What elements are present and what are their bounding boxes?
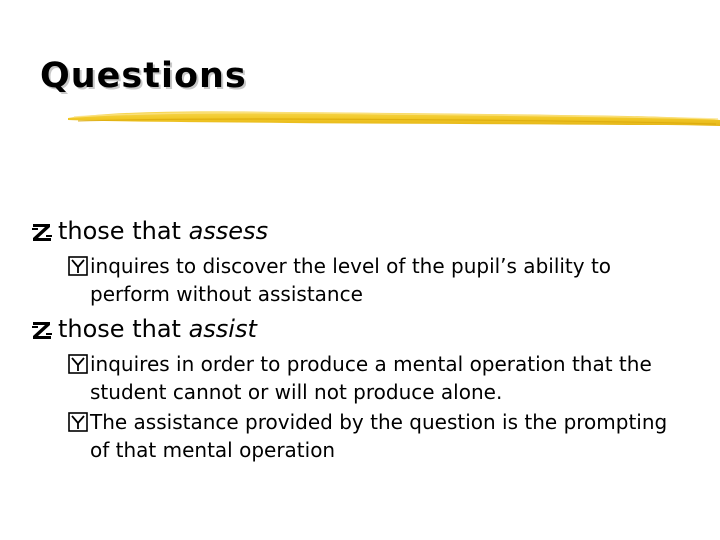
bullet-level1-text: those that assist xyxy=(58,315,257,343)
bullet-level2 xyxy=(68,408,710,464)
checkbox-y-bullet-icon xyxy=(68,354,88,374)
bullet-level1-text: those that assess xyxy=(58,217,269,245)
bullet-list xyxy=(30,212,710,466)
bullet-level2-text: The assistance provided by the question is the prompting of that mental operation xyxy=(90,410,668,462)
emphasis-word: assist xyxy=(188,315,257,343)
title-underline-brushstroke xyxy=(68,104,720,132)
checkbox-y-bullet-icon xyxy=(68,412,88,432)
bullet-level1 xyxy=(30,212,710,250)
emphasis-word: assess xyxy=(188,217,269,245)
bullet-level1 xyxy=(30,310,710,348)
bullet-level2 xyxy=(68,252,710,308)
z-wingding-bullet-icon xyxy=(30,220,54,244)
checkbox-y-bullet-icon xyxy=(68,256,88,276)
bullet-level2 xyxy=(68,350,710,406)
slide-title: Questions xyxy=(40,56,247,96)
bullet-level2-text: inquires to discover the level of the pupil’s ability to perform without assistance xyxy=(90,254,612,306)
z-wingding-bullet-icon xyxy=(30,318,54,342)
bullet-level2-text: inquires in order to produce a mental operation that the student cannot or will not produce alone. xyxy=(90,352,652,404)
